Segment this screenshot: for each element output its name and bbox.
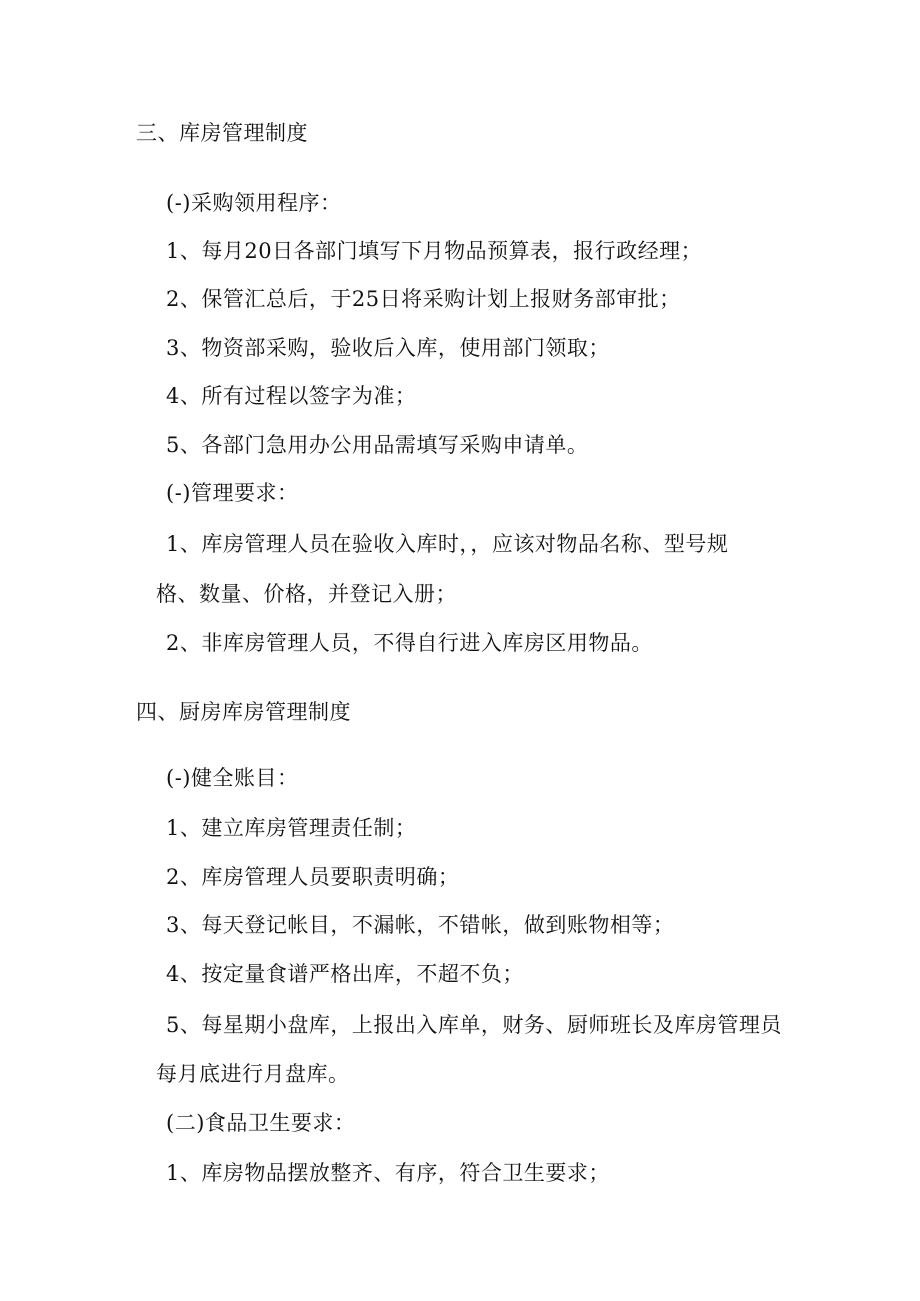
list-item: 3、每天登记帐目，不漏帐，不错帐，做到账物相等；	[166, 913, 675, 937]
list-item: 4、所有过程以签字为准；	[166, 384, 417, 408]
subsection-hygiene-heading: (二)食品卫生要求：	[166, 1111, 356, 1135]
list-item: 3、物资部采购，验收后入库，使用部门领取；	[166, 336, 610, 360]
list-item: 1、建立库房管理责任制；	[166, 816, 417, 840]
list-item: 2、非库房管理人员，不得自行进入库房区用物品。	[166, 631, 653, 655]
list-item-continuation: 格、数量、价格，并登记入册；	[156, 582, 457, 606]
list-item: 1、库房物品摆放整齐、有序，符合卫生要求；	[166, 1161, 610, 1185]
section-4-heading: 四、厨房库房管理制度	[136, 700, 351, 724]
list-item: 4、按定量食谱严格出库，不超不负；	[166, 962, 524, 986]
list-item: 5、各部门急用办公用品需填写采购申请单。	[166, 433, 589, 457]
list-item: 2、保管汇总后，于25日将采购计划上报财务部审批；	[166, 287, 681, 311]
list-item-continuation: 每月底进行月盘库。	[156, 1062, 350, 1086]
list-item: 2、库房管理人员要职责明确；	[166, 865, 460, 889]
subsection-procurement-heading: (-)采购领用程序：	[166, 191, 342, 215]
section-3-heading: 三、库房管理制度	[136, 121, 308, 145]
subsection-accounts-heading: (-)健全账目：	[166, 766, 299, 790]
list-item: 5、每星期小盘库，上报出入库单，财务、厨师班长及库房管理员	[166, 1013, 782, 1037]
list-item: 1、每月20日各部门填写下月物品预算表，报行政经理；	[166, 239, 703, 263]
list-item: 1、库房管理人员在验收入库时，，应该对物品名称、型号规	[166, 532, 729, 556]
subsection-management-heading: (-)管理要求：	[166, 481, 299, 505]
